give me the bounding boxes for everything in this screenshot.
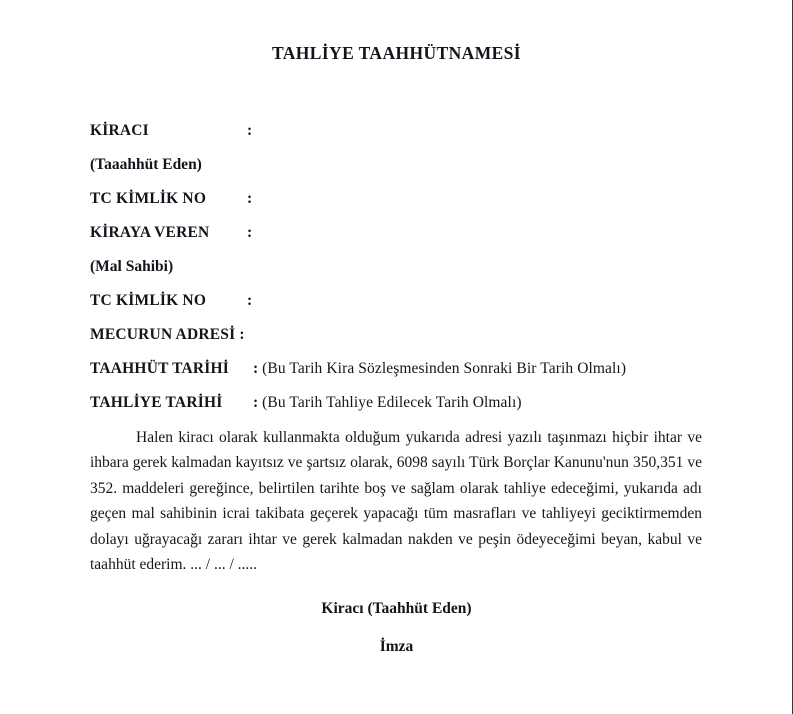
field-label-kiraci: KİRACI (90, 122, 149, 139)
field-label-taahhut-tarihi: TAAHHÜT TARİHİ (90, 360, 230, 377)
field-row-mal-sahibi (90, 250, 710, 284)
field-colon-kiraci: : (247, 122, 253, 139)
body-paragraph: Halen kiracı olarak kullanmakta olduğum yukarıda adresi yazılı taşınmazı hiçbir ihtar ve ihbara gerek kalmadan kayıtsız ve şartsız olarak, 6098 sayılı Türk Borçlar Kanunu'nun 350,351 ve 352. maddeleri gereğince, belirtilen tarihte boş ve sağlam olarak tahliye edeceğimi, yukarıda adı geçen mal sahibinin icrai takibata geçerek yapacağı tüm masrafları ve tahliyeyi geciktirmemden dolayı uğrayacağı zararı ihtar ve gerek kalmadan nakden ve peşin ödeyeceğimi beyan, kabul ve taahhüt ederim. ... / ... / ..... (90, 429, 702, 574)
field-label-kiraya-veren: KİRAYA VEREN (90, 224, 210, 241)
field-row-kiraya-veren (90, 216, 710, 250)
field-row-tc-kimlik-no-kiraci (90, 182, 710, 216)
signature-label: İmza (379, 638, 414, 655)
field-colon-taahhut-tarihi: : (253, 360, 259, 377)
field-colon-tahliye-tarihi: : (253, 394, 259, 411)
field-label-tc-kimlik-no-kiraya-veren: TC KİMLİK NO (90, 292, 207, 309)
field-note-taahhut-tarihi: (Bu Tarih Kira Sözleşmesinden Sonraki Bir Tarih Olmalı) (262, 360, 627, 377)
signature-block (0, 600, 793, 656)
field-row-kiraci (90, 114, 710, 148)
field-colon-mecurun-adresi: : (239, 326, 245, 343)
field-colon-tc-kimlik-no-kiraci: : (247, 190, 253, 207)
field-label-tc-kimlik-no-kiraci: TC KİMLİK NO (90, 190, 207, 207)
field-row-mecurun-adresi (90, 318, 710, 352)
field-label-tahliye-tarihi: TAHLİYE TARİHİ (90, 394, 223, 411)
signature-name: Kiracı (Taahhüt Eden) (321, 600, 472, 617)
field-label-mecurun-adresi: MECURUN ADRESİ (90, 326, 236, 343)
field-colon-tc-kimlik-no-kiraya-veren: : (247, 292, 253, 309)
field-label-taahhut-eden: (Taaahhüt Eden) (90, 156, 202, 173)
field-label-mal-sahibi: (Mal Sahibi) (90, 258, 174, 275)
fields-section (90, 114, 710, 420)
page-title: TAHLİYE TAAHHÜTNAMESİ (271, 43, 522, 63)
field-colon-kiraya-veren: : (247, 224, 253, 241)
field-row-tahliye-tarihi (90, 386, 710, 420)
field-row-taahhut-tarihi (90, 352, 710, 386)
field-note-tahliye-tarihi: (Bu Tarih Tahliye Edilecek Tarih Olmalı) (262, 394, 522, 411)
field-row-taahhut-eden (90, 148, 710, 182)
field-row-tc-kimlik-no-kiraya-veren (90, 284, 710, 318)
